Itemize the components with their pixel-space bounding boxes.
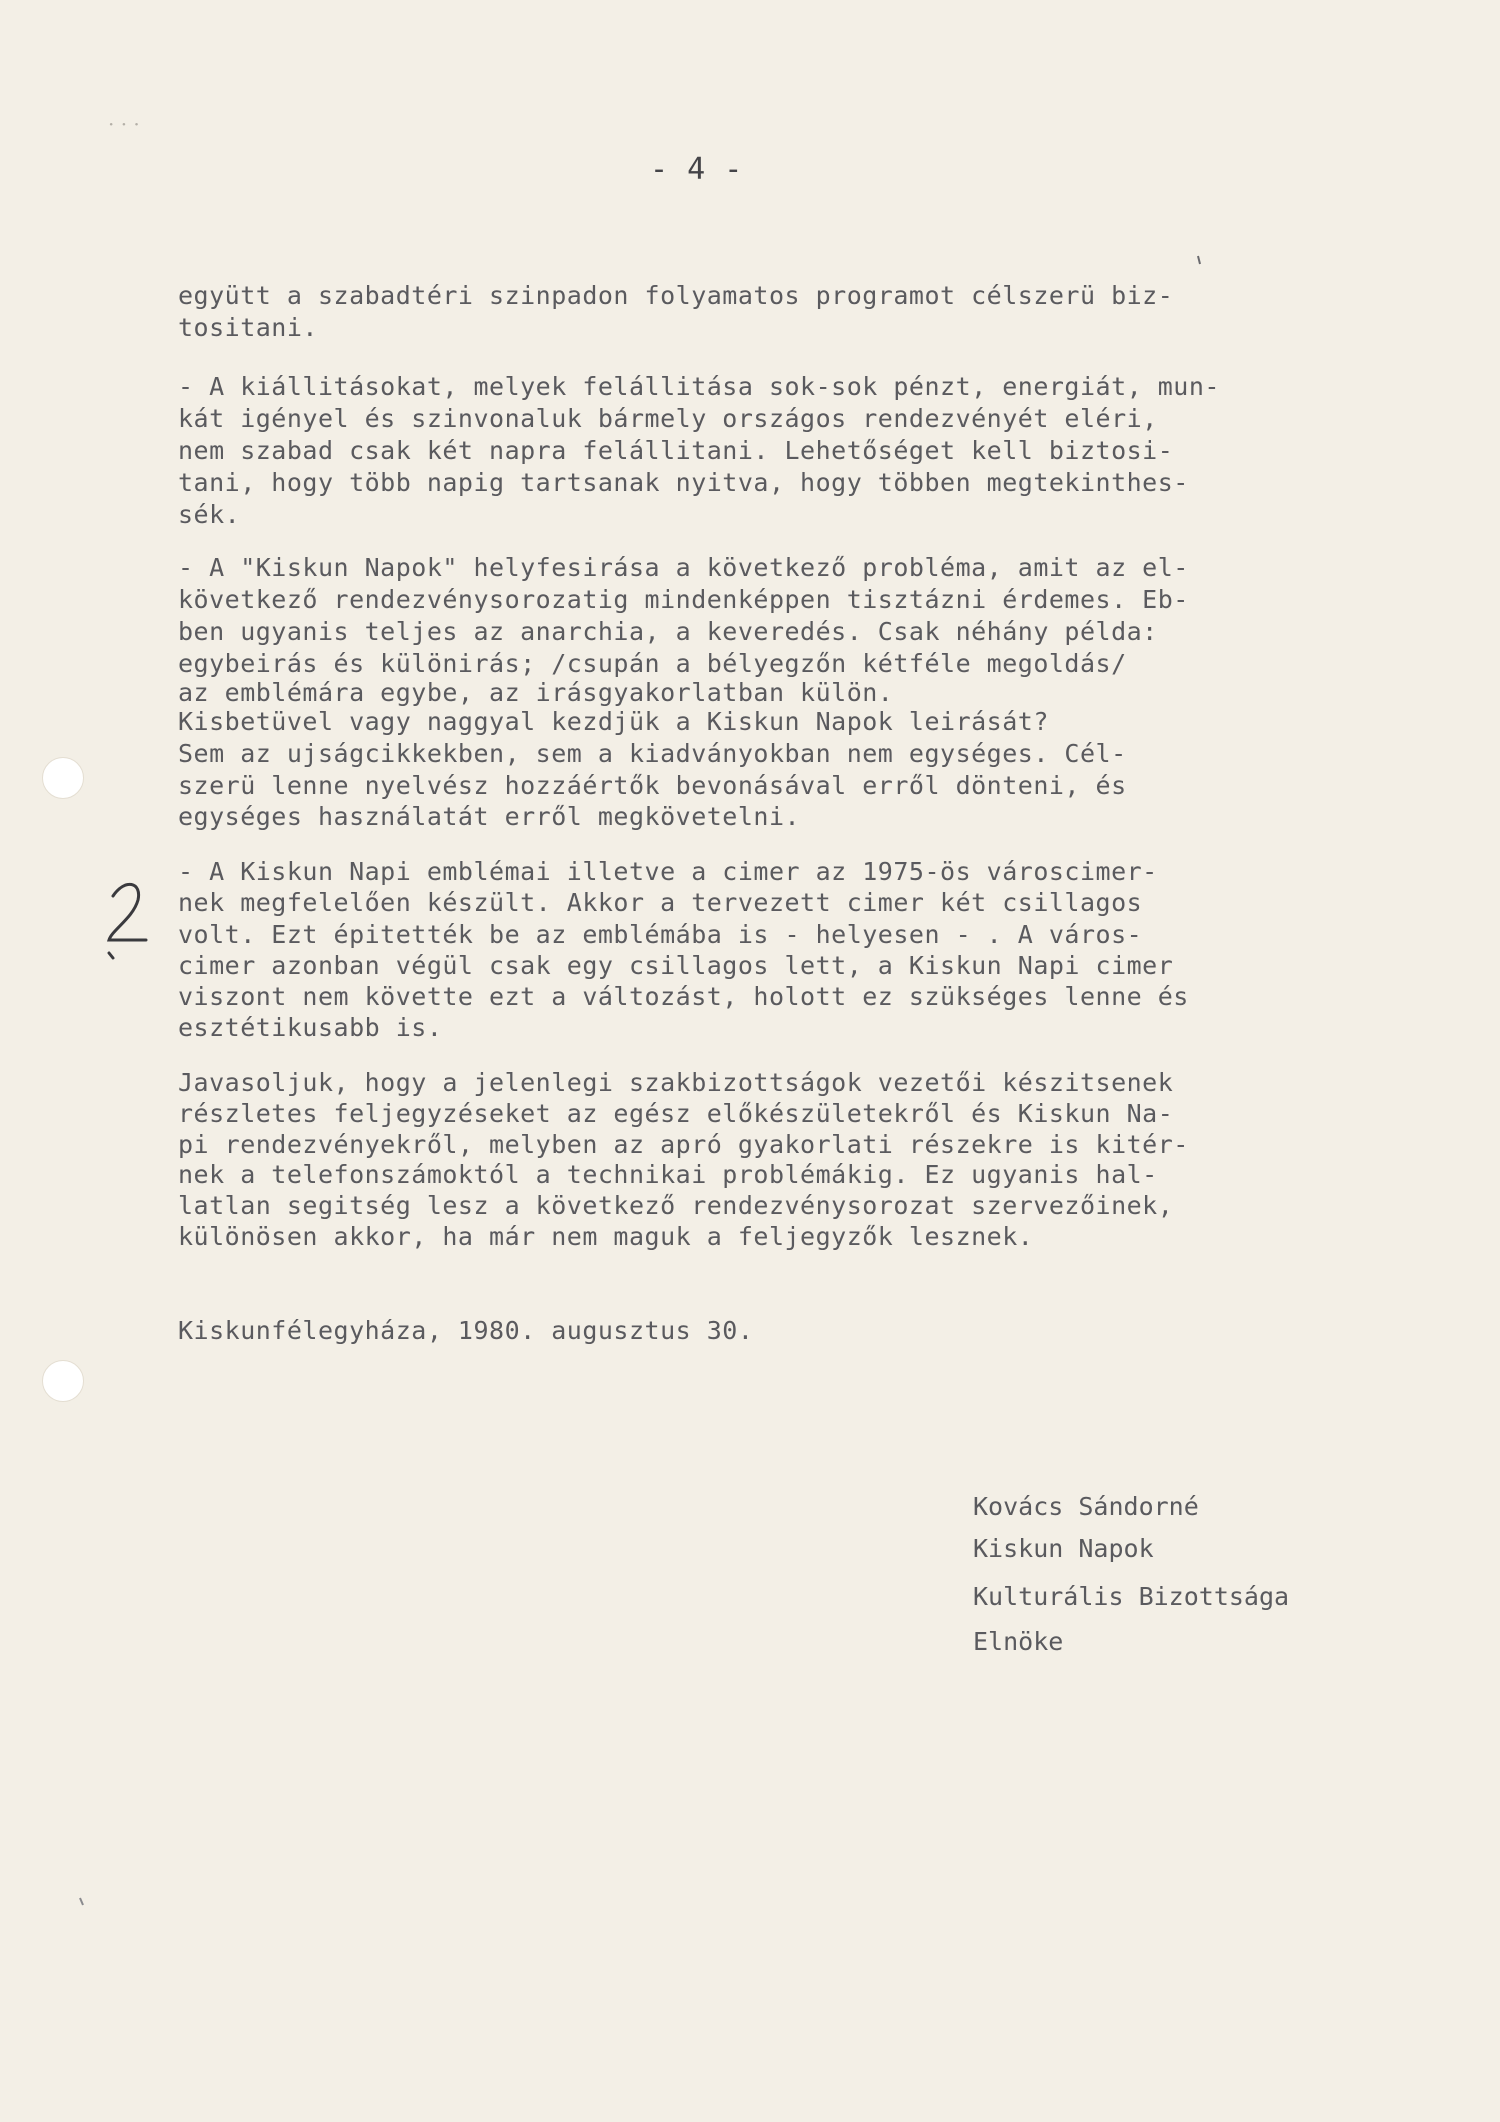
body-line: Kisbetüvel vagy naggyal kezdjük a Kiskun Napok leirását? [178, 707, 1049, 736]
page-number: - 4 - [650, 152, 743, 187]
body-line: esztétikusabb is. [178, 1013, 443, 1042]
body-line: Javasoljuk, hogy a jelenlegi szakbizottságok vezetői készitsenek [178, 1068, 1174, 1097]
signer-title: Elnöke [973, 1627, 1064, 1656]
body-line: különösen akkor, ha már nem maguk a feljegyzők lesznek. [178, 1222, 1034, 1251]
margin-pencil-marks: · · · [108, 112, 140, 136]
signer-name: Kovács Sándorné [973, 1492, 1199, 1521]
body-line: viszont nem követte ezt a változást, holott ez szükséges lenne és [178, 982, 1189, 1011]
body-line: pi rendezvényekről, melyben az apró gyakorlati részekre is kitér- [178, 1130, 1189, 1159]
body-line: - A kiállitásokat, melyek felállitása sok-sok pénzt, energiát, mun- [178, 372, 1220, 401]
body-line: nem szabad csak két napra felállitani. Lehetőséget kell biztosi- [178, 436, 1174, 465]
body-line: részletes feljegyzéseket az egész előkészületekről és Kiskun Na- [178, 1099, 1174, 1128]
body-line: cimer azonban végül csak egy csillagos lett, a Kiskun Napi cimer [178, 951, 1174, 980]
body-line: - A Kiskun Napi emblémai illetve a cimer az 1975-ös városcimer- [178, 857, 1158, 886]
place-date: Kiskunfélegyháza, 1980. augusztus 30. [178, 1316, 754, 1345]
body-line: szerü lenne nyelvész hozzáértők bevonásával erről dönteni, és [178, 771, 1127, 800]
body-line: az emblémára egybe, az irásgyakorlatban külön. [178, 678, 894, 707]
body-line: nek a telefonszámoktól a technikai problémákig. Ez ugyanis hal- [178, 1160, 1158, 1189]
body-line: következő rendezvénysorozatig mindenképpen tisztázni érdemes. Eb- [178, 585, 1189, 614]
body-line: nek megfelelően készült. Akkor a tervezett cimer két csillagos [178, 888, 1143, 917]
body-line: latlan segitség lesz a következő rendezvénysorozat szervezőinek, [178, 1191, 1174, 1220]
body-line: egységes használatát erről megkövetelni. [178, 802, 801, 831]
body-line: volt. Ezt épitették be az emblémába is - helyesen - . A város- [178, 920, 1143, 949]
body-line: kát igényel és szinvonaluk bármely országos rendezvényét eléri, [178, 404, 1158, 433]
body-line: egybeirás és különirás; /csupán a bélyegzőn kétféle megoldás/ [178, 649, 1127, 678]
signer-organization: Kiskun Napok [973, 1534, 1154, 1563]
body-line: Sem az ujságcikkekben, sem a kiadványokban nem egységes. Cél- [178, 739, 1127, 768]
body-line: tani, hogy több napig tartsanak nyitva, hogy többen megtekinthes- [178, 468, 1189, 497]
signer-committee: Kulturális Bizottsága [973, 1582, 1290, 1611]
body-line: ben ugyanis teljes az anarchia, a keveredés. Csak néhány példa: [178, 617, 1158, 646]
body-line: tositani. [178, 313, 318, 342]
margin-note [106, 876, 107, 877]
body-line: sék. [178, 500, 241, 529]
body-line: - A "Kiskun Napok" helyfesirása a következő probléma, amit az el- [178, 553, 1189, 582]
body-line: együtt a szabadtéri szinpadon folyamatos programot célszerü biz- [178, 281, 1174, 310]
